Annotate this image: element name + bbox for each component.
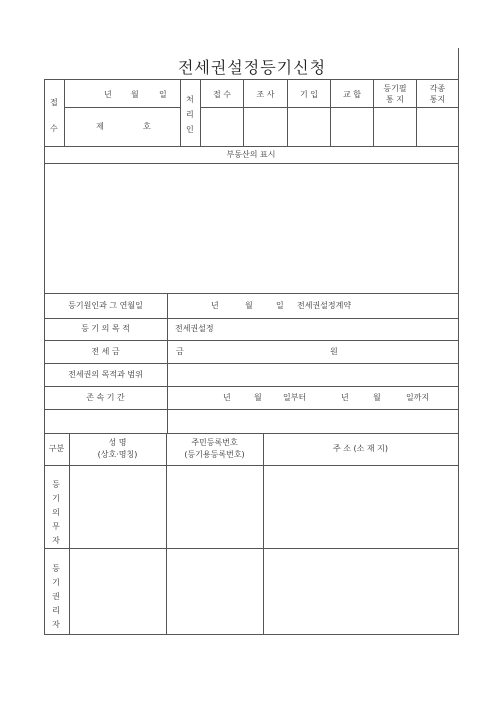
- purpose-label: 등 기 의 목 적: [81, 324, 130, 333]
- step-entry: 기 입: [300, 90, 318, 99]
- deposit-label: 전 세 금: [91, 347, 120, 356]
- receipt-month-label: 월: [131, 90, 139, 99]
- receipt-day-label: 일: [159, 90, 167, 99]
- col-name-header-1: 성 명: [108, 438, 127, 447]
- property-description-field[interactable]: [45, 164, 457, 292]
- property-section-label: 부동산의 표시: [226, 150, 276, 159]
- cause-year-label: 년: [211, 301, 219, 310]
- obligor-name-field[interactable]: [70, 466, 166, 548]
- obligee-name-field[interactable]: [70, 549, 166, 634]
- obligor-label: 등 기 의 무 자: [52, 480, 60, 545]
- processor-label-1: 처: [186, 95, 194, 104]
- period-year2-label: 년: [341, 393, 349, 402]
- period-from-label: 일부터: [283, 393, 307, 402]
- form-title: 전세권설정등기신청: [177, 58, 327, 77]
- receipt-number-prefix: 제: [96, 122, 104, 131]
- col-id-header-1: 주민등록번호: [191, 438, 238, 447]
- obligee-id-field[interactable]: [167, 549, 263, 634]
- scope-label: 전세권의 목적과 범위: [68, 370, 143, 379]
- receipt-number-suffix: 호: [143, 122, 151, 131]
- processor-label-2: 리: [186, 110, 194, 119]
- obligor-id-field[interactable]: [167, 466, 263, 548]
- col-type-header: 구분: [48, 444, 65, 453]
- purpose-value: 전세권설정: [175, 324, 214, 333]
- processor-label-3: 인: [186, 125, 194, 134]
- step-completion-notice-2: 통 지: [386, 95, 404, 104]
- obligee-address-field[interactable]: [264, 549, 457, 634]
- period-to-label: 일까지: [406, 393, 430, 402]
- step-completion-notice-1: 등기필: [383, 84, 407, 93]
- period-year1-label: 년: [223, 393, 231, 402]
- step-review: 조 사: [256, 90, 275, 99]
- obligor-address-field[interactable]: [264, 466, 457, 548]
- step-check: 교 합: [343, 90, 361, 99]
- col-id-header-2: (등기용등록번호): [184, 450, 245, 459]
- extra-row-label-field[interactable]: [45, 410, 167, 433]
- deposit-prefix: 금: [176, 347, 184, 356]
- scope-field[interactable]: [168, 364, 457, 386]
- period-month2-label: 월: [373, 393, 381, 402]
- cause-label: 등기원인과 그 연월일: [68, 301, 143, 310]
- step-various-notice-2: 통지: [429, 95, 446, 104]
- deposit-unit: 원: [330, 347, 338, 356]
- extra-row-value-field[interactable]: [168, 410, 457, 433]
- receipt-year-label: 년: [104, 90, 112, 99]
- cause-day-label: 일: [276, 301, 284, 310]
- obligee-label: 등 기 권 리 자: [52, 564, 60, 629]
- step-various-notice-1: 각종: [429, 84, 446, 93]
- receipt-label-bottom: 수: [50, 124, 58, 133]
- cause-month-label: 월: [245, 301, 253, 310]
- cause-text: 전세권설정계약: [297, 301, 352, 310]
- period-month1-label: 월: [254, 393, 262, 402]
- period-label: 존 속 기 간: [86, 393, 125, 402]
- step-receipt: 접 수: [213, 90, 231, 99]
- receipt-label-top: 접: [50, 98, 58, 107]
- col-address-header: 주 소 (소 재 지): [332, 444, 389, 453]
- col-name-header-2: (상호·명칭): [97, 450, 138, 459]
